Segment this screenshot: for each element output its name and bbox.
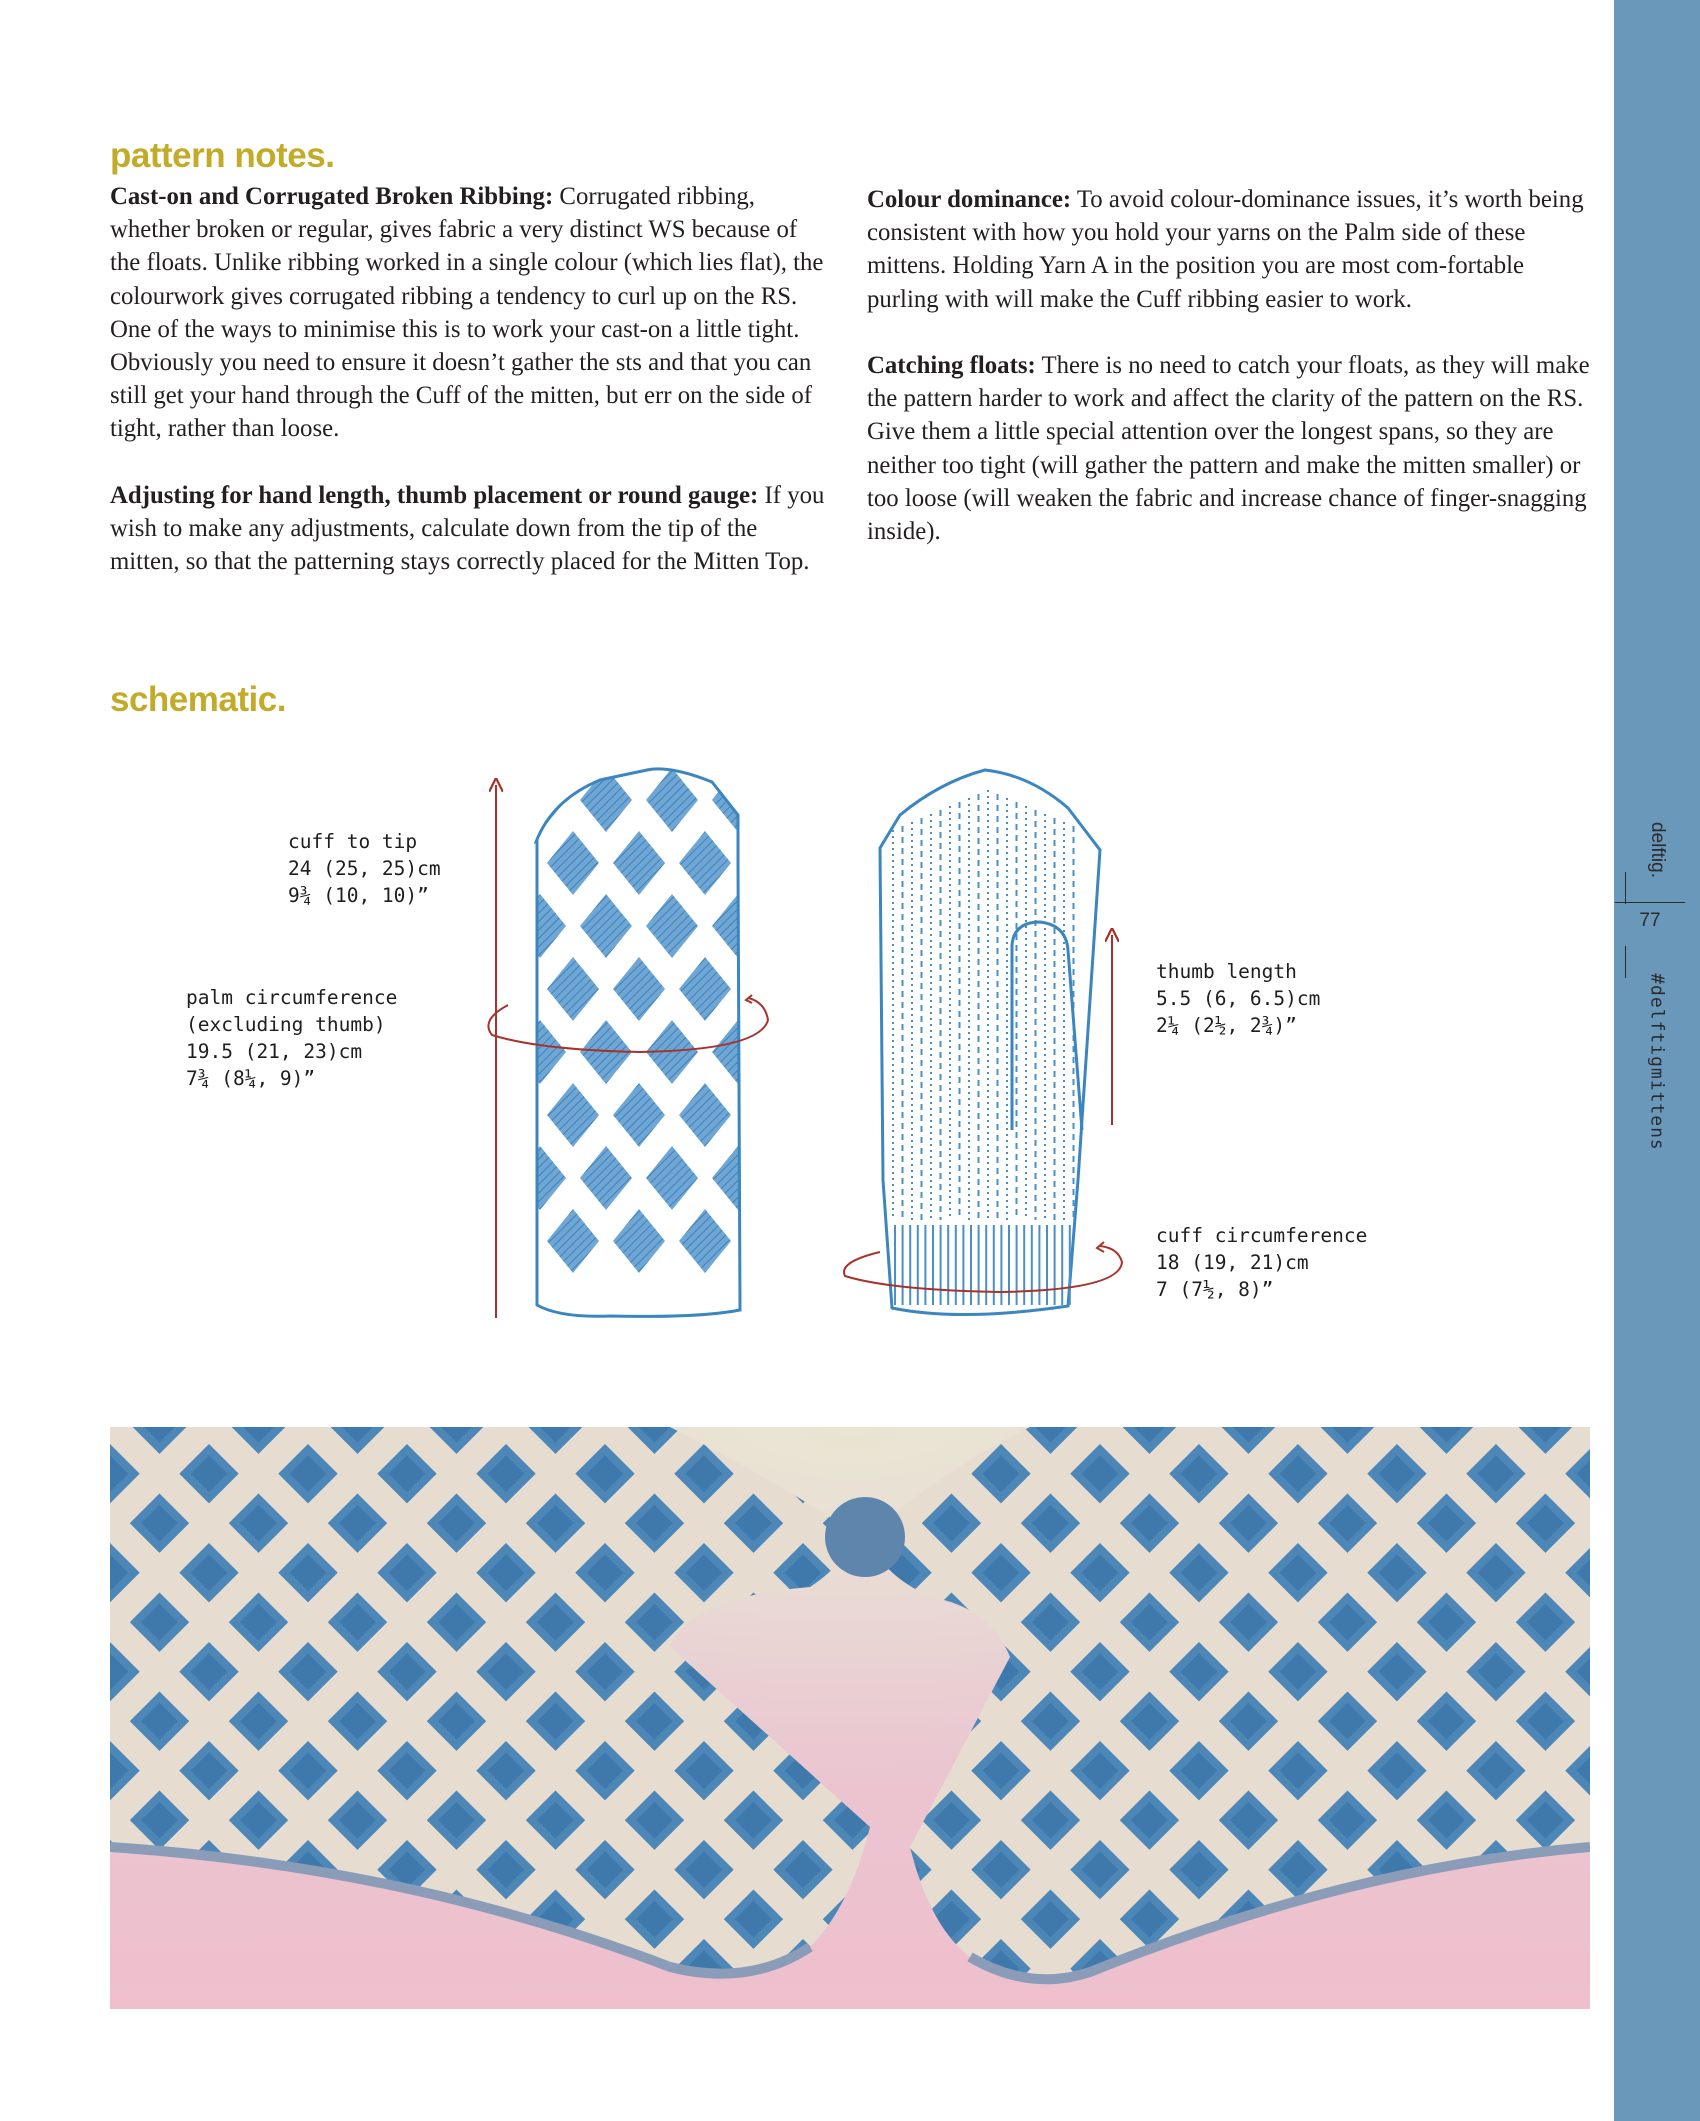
measure-title: cuff to tip xyxy=(288,830,418,853)
measure-in: 9¾ (10, 10)” xyxy=(288,884,429,907)
knitted-mittens-photo xyxy=(110,1427,1590,2009)
colourwork-diamond xyxy=(448,1020,500,1084)
mitten-palm-drawing xyxy=(880,770,1100,1315)
thumb-length-label xyxy=(1156,958,1320,1039)
colourwork-diamond xyxy=(481,1209,533,1273)
measure-title: palm circumference xyxy=(186,986,398,1009)
sidebar-hashtag: #delftigmittens xyxy=(1646,973,1668,1151)
measure-title: thumb length xyxy=(1156,960,1297,983)
colourwork-diamond xyxy=(448,1146,500,1210)
colourwork-diamond xyxy=(745,957,797,1021)
colourwork-diamond xyxy=(481,1083,533,1147)
note-title: Adjusting for hand length, thumb placement or round gauge: xyxy=(110,481,759,509)
measure-cm: 24 (25, 25)cm xyxy=(288,857,441,880)
palm-circumference-label xyxy=(186,984,397,1092)
schematic-heading: schematic. xyxy=(110,680,286,719)
measure-cm: 5.5 (6, 6.5)cm xyxy=(1156,987,1321,1010)
colourwork-diamond xyxy=(745,831,797,895)
note-text: To avoid colour-dominance issues, it’s worth being consistent with how you hold your yarns on the Palm side of these mittens. Holding Yarn A in the position you are most com-fortable purling with will make the Cuff ribbing easier to work. xyxy=(867,186,1584,313)
pattern-notes-heading: pattern notes. xyxy=(110,136,335,175)
colourwork-diamond xyxy=(448,894,500,958)
measure-cm: 18 (19, 21)cm xyxy=(1156,1251,1309,1274)
cuff-circumference-label xyxy=(1156,1222,1367,1303)
measure-cm: 19.5 (21, 23)cm xyxy=(186,1040,363,1063)
colourwork-diamond xyxy=(481,957,533,1021)
note-title: Cast-on and Corrugated Broken Ribbing: xyxy=(110,183,554,210)
measure-in: 7¾ (8¼, 9)” xyxy=(186,1067,316,1090)
note-title: Catching floats: xyxy=(867,352,1036,379)
page-number: 77 xyxy=(1639,910,1661,931)
note-text: There is no need to catch your floats, as they will make the pattern harder to work and affect the clarity of the pattern on the RS. Give them a little special attention over the longest spans, so they are neither too tight (will gather the pattern and make the mitten smaller) or too loose (will weaken the fabric and increase chance of finger-snagging inside). xyxy=(867,352,1590,546)
measure-subtitle: (excluding thumb) xyxy=(186,1013,386,1036)
note-text: If you wish to make any adjustments, calculate down from the tip of the mitten, so that the patterning stays correctly placed for the Mitten Top. xyxy=(110,481,825,576)
mitten-back-drawing xyxy=(448,768,797,1316)
colourwork-diamond xyxy=(745,1083,797,1147)
measure-in: 7 (7½, 8)” xyxy=(1156,1278,1274,1301)
note-text: Corrugated ribbing, whether broken or regular, gives fabric a very distinct WS because of the floats. Unlike ribbing worked in a single colour (which lies flat), the colourwork gives corrugated ribbing a tendency to curl up on the RS. One of the ways to minimise this is to work your cast-on a little tight. Obviously you need to ensure it doesn’t gather the sts and that you can still get your hand through the Cuff of the mitten, but err on the side of tight, rather than loose. xyxy=(110,183,824,443)
colourwork-diamond xyxy=(448,768,500,832)
colourwork-diamond xyxy=(481,831,533,895)
sidebar-brand: delftig. xyxy=(1647,822,1668,878)
colourwork-diamond xyxy=(745,1209,797,1273)
measure-in: 2¼ (2½, 2¾)” xyxy=(1156,1014,1297,1037)
measure-title: cuff circumference xyxy=(1156,1224,1368,1247)
note-title: Colour dominance: xyxy=(867,186,1072,213)
cuff-to-tip-label xyxy=(288,828,441,909)
